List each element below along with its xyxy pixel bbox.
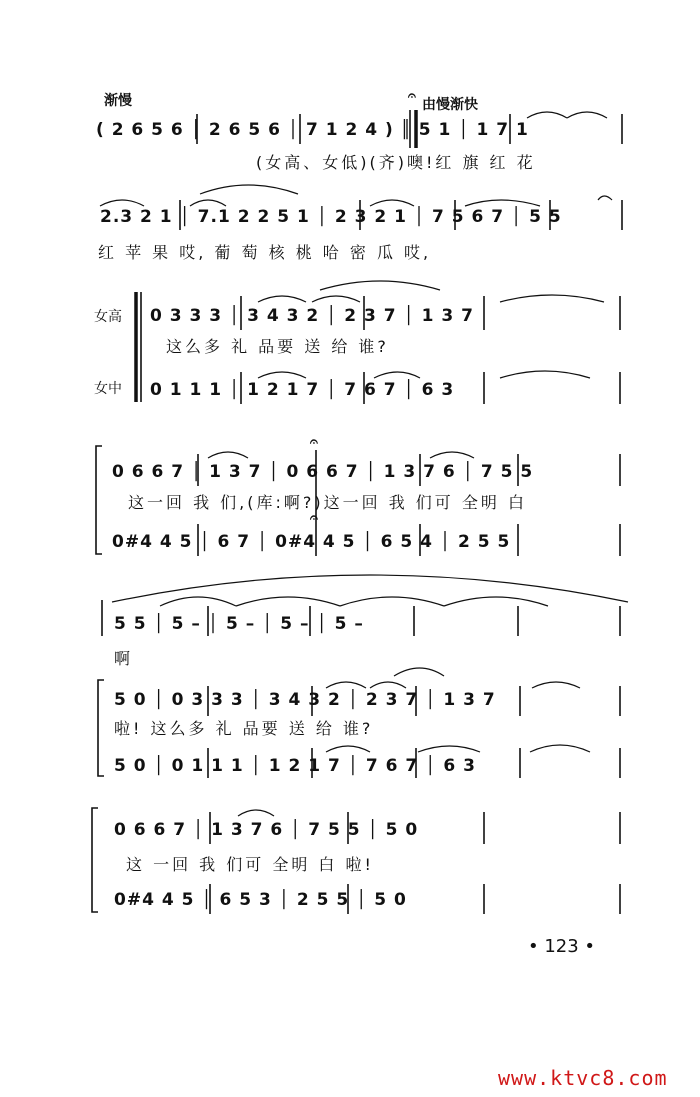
page-number: • 123 • — [528, 936, 596, 957]
system7-top-notes: 0 6 6 7 │ 1 3 7 6 │ 7 5 5 │ 5 0 — [114, 820, 419, 840]
tempo-marking-slowing: 渐慢 — [104, 93, 132, 109]
tempo-marking-accelerating: 由慢渐快 — [422, 97, 478, 113]
system4-bottom-notes: 0#4 4 5 │ 6 7 │ 0#4 4 5 │ 6 5 4 │ 2 5 5 — [112, 532, 511, 552]
system3-bottom-notes: 0 1 1 1 │ 1 2 1 7 │ 7 6 7 │ 6 3 — [150, 380, 455, 400]
system3-lyric: 这么多 礼 品要 送 给 谁? — [166, 337, 389, 356]
system7-bottom-notes: 0#4 4 5 │ 6 5 3 │ 2 5 5 │ 5 0 — [114, 890, 407, 910]
system6-lyric: 啦! 这么多 礼 品要 送 给 谁? — [114, 719, 374, 738]
system6-bottom-notes: 5 0 │ 0 1 1 1 │ 1 2 1 7 │ 7 6 7 │ 6 3 — [114, 756, 476, 776]
system4-lyric: 这一回 我 们,(库:啊?)这一回 我 们可 全明 白 — [128, 493, 527, 512]
part-label-soprano: 女高 — [94, 309, 122, 325]
system7-lyric: 这 一回 我 们可 全明 白 啦! — [126, 855, 374, 874]
part-label-alto: 女中 — [94, 381, 122, 397]
fermata-mark: 𝄐 — [408, 88, 416, 104]
system3-top-notes: 0 3 3 3 │ 3 4 3 2 │ 2 3 7 │ 1 3 7 — [150, 306, 475, 326]
fermata-mark: 𝄐 — [310, 510, 318, 526]
fermata-mark: 𝄐 — [310, 434, 318, 450]
system1-notes: ( 2 6 5 6 │ 2 6 5 6 │ 7 1 2 4 ) ║ 5 1 │ 1 7 1 — [96, 120, 529, 140]
system5-notes: 5 5 │ 5 – │ 5 – │ 5 – │ 5 – — [114, 614, 364, 634]
system2-notes: 2.3 2 1 │ 7.1 2 2 5 1 │ 2 3 2 1 │ 7 5 6 7 │ 5 5 — [100, 207, 562, 227]
watermark-url: www.ktvc8.com — [498, 1066, 668, 1090]
system4-top-notes: 0 6 6 7 │ 1 3 7 │ 0 6 6 7 │ 1 3 7 6 │ 7 5 5 — [112, 462, 534, 482]
system5-lyric: 啊 — [114, 649, 134, 668]
system2-lyric: 红 苹 果 哎, 葡 萄 核 桃 哈 密 瓜 哎, — [98, 243, 432, 262]
system6-top-notes: 5 0 │ 0 3 3 3 │ 3 4 3 2 │ 2 3 7 │ 1 3 7 — [114, 690, 496, 710]
system1-lyric: (女高、女低)(齐)噢!红 旗 红 花 — [256, 153, 536, 172]
